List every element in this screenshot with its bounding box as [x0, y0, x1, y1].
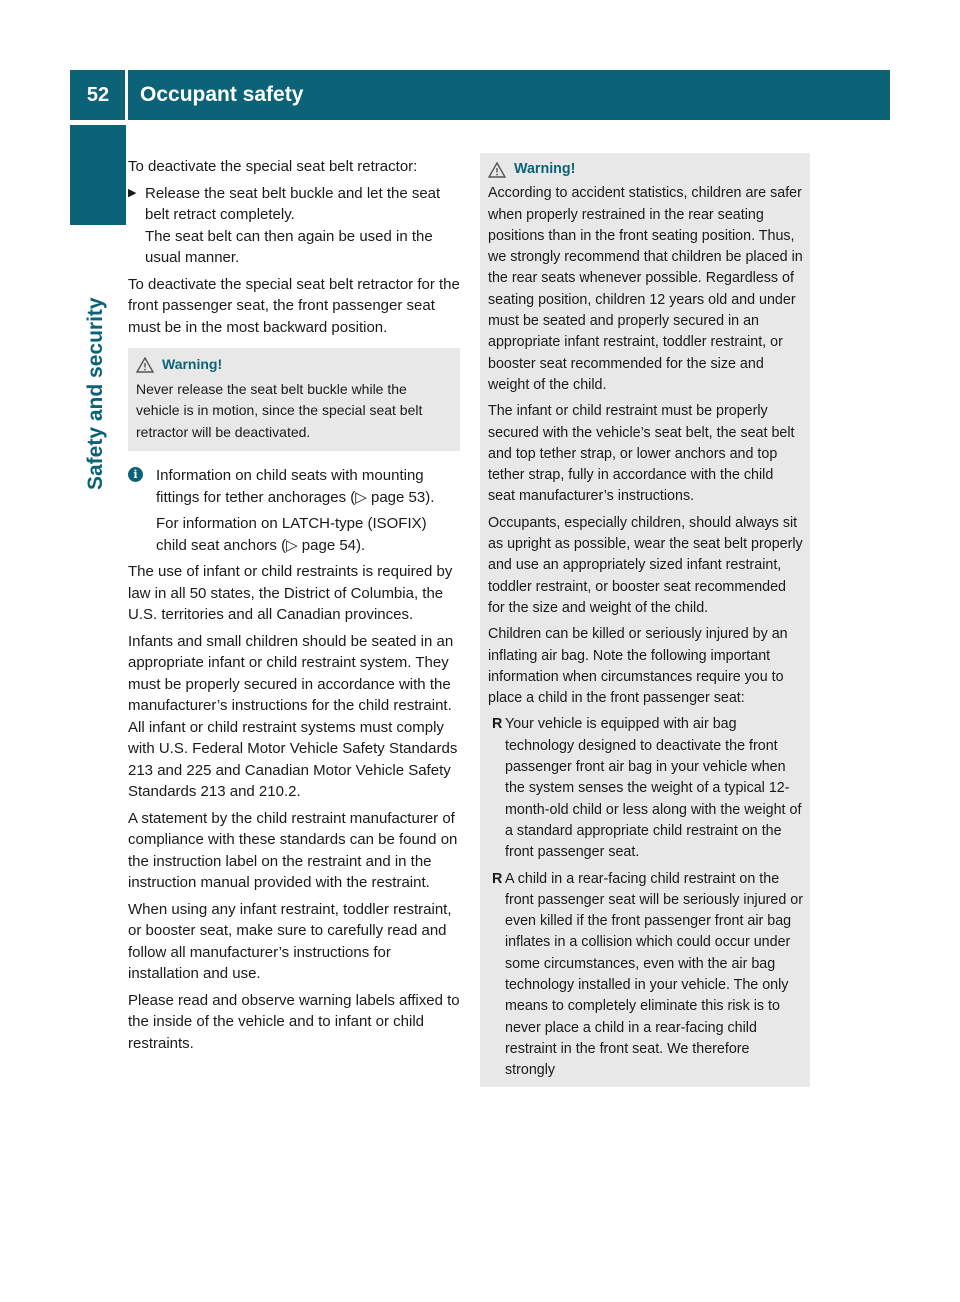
warning-triangle-icon	[488, 162, 506, 178]
page-ref-link[interactable]: page 53).	[366, 488, 435, 506]
info-line-1	[144, 465, 460, 508]
side-label-text: Safety and security	[84, 297, 107, 490]
page-ref-arrow-icon: ▷	[286, 536, 298, 554]
info-note	[128, 465, 460, 556]
step-result-text: The seat belt can then again be used in the usual manner.	[145, 227, 433, 266]
warning-paragraph: The infant or child restraint must be properly secured with the vehicle’s seat belt, the seat belt and top tether strap, or lower anchors and top tether strap, fully in accordance with the child seat manufacturer’s instructions.	[488, 403, 795, 505]
page-ref-arrow-icon: ▷	[355, 488, 367, 506]
header-divider	[125, 70, 128, 120]
step-arrow-icon: ▶	[128, 186, 137, 199]
page-ref-link[interactable]: page 54).	[297, 536, 366, 554]
right-column	[480, 153, 810, 1087]
warning-title: Warning!	[514, 161, 576, 177]
step-item	[128, 183, 460, 269]
warning-header	[488, 159, 803, 180]
front-passenger-para: To deactivate the special seat belt retractor for the front passenger seat, the front passenger seat must be in the most backward position.	[128, 275, 460, 336]
info-text: For information on LATCH-type (ISOFIX) child seat anchors (	[156, 515, 427, 554]
warning-title: Warning!	[162, 356, 223, 372]
body-paragraph: When using any infant restraint, toddler restraint, or booster seat, make sure to carefully read and follow all manufacturer’s instructions for installation and use.	[128, 900, 452, 982]
warning-paragraph: Occupants, especially children, should always sit as upright as possible, wear the seat belt properly and use an appropriately sized infant restraint, toddler restraint, or booster seat recommended for the size and weight of the child.	[488, 514, 803, 616]
bullet-marker: R	[492, 870, 503, 887]
list-item-text: A child in a rear-facing child restraint on the front passenger seat will be seriously injured or even killed if the front passenger front air bag inflates in a collision which could occur under some circumstances, even with the air bag technology installed in your vehicle. The only means to completely eliminate this risk is to never place a child in a rear-facing child restraint in the front seat. We therefore strongly	[505, 870, 804, 1079]
info-text: Information on child seats with mounting fittings for tether anchorages (	[156, 467, 424, 506]
warning-paragraph: According to accident statistics, children are safer when properly restrained in the rear seating positions than in the front seating position. Thus, we strongly recommend that children be placed in the rear seats whenever possible. Regardless of seating position, children 12 years old and under must be seated and properly secured in an appropriate infant restraint, toddler restraint, or booster seat recommended for the size and weight of the child.	[488, 185, 803, 393]
warning-box	[480, 153, 810, 1087]
body-paragraph: Infants and small children should be seated in an appropriate infant or child restraint system. They must be properly secured in accordance with the manufacturer’s instructions for the child restraint. All infant or child restraint systems must comply with U.S. Federal Motor Vehicle Safety Standards 213 and 225 and Canadian Motor Vehicle Safety Standards 213 and 210.2.	[128, 632, 458, 800]
list-item	[488, 714, 803, 863]
warning-paragraph: Children can be killed or seriously injured by an inflating air bag. Note the following important information when circumstances require you to place a child in the front passenger seat:	[488, 626, 788, 707]
body-paragraph: Please read and observe warning labels affixed to the inside of the vehicle and to infant or child restraints.	[128, 991, 460, 1052]
warning-header	[136, 354, 452, 376]
body-paragraph: The use of infant or child restraints is required by law in all 50 states, the District of Columbia, the U.S. territories and all Canadian provinces.	[128, 563, 453, 623]
section-title: Occupant safety	[140, 83, 304, 106]
list-item-text: Your vehicle is equipped with air bag technology designed to deactivate the front passenger front air bag in your vehicle when the system senses the weight of a typical 12-month-old child or less along with the weight of a standard appropriate child restraint on the front passenger seat.	[505, 716, 802, 861]
body-paragraph: A statement by the child restraint manufacturer of compliance with these standards can be found on the instruction label on the restraint and in the instruction manual provided with the restraint.	[128, 809, 458, 891]
bullet-marker: R	[492, 716, 503, 733]
list-item	[488, 869, 803, 1082]
page-number: 52	[86, 83, 110, 106]
side-tab	[70, 125, 126, 225]
warning-triangle-icon	[136, 357, 154, 373]
warning-text: Never release the seat belt buckle while the vehicle is in motion, since the special seat belt retractor will be deactivated.	[136, 380, 423, 440]
step-text: Release the seat belt buckle and let the seat belt retract completely.	[145, 184, 441, 223]
info-line-2	[144, 513, 460, 556]
intro-text: To deactivate the special seat belt retractor:	[128, 158, 418, 175]
warning-box	[128, 348, 460, 451]
left-column	[128, 156, 460, 1059]
info-icon: i	[128, 467, 143, 482]
